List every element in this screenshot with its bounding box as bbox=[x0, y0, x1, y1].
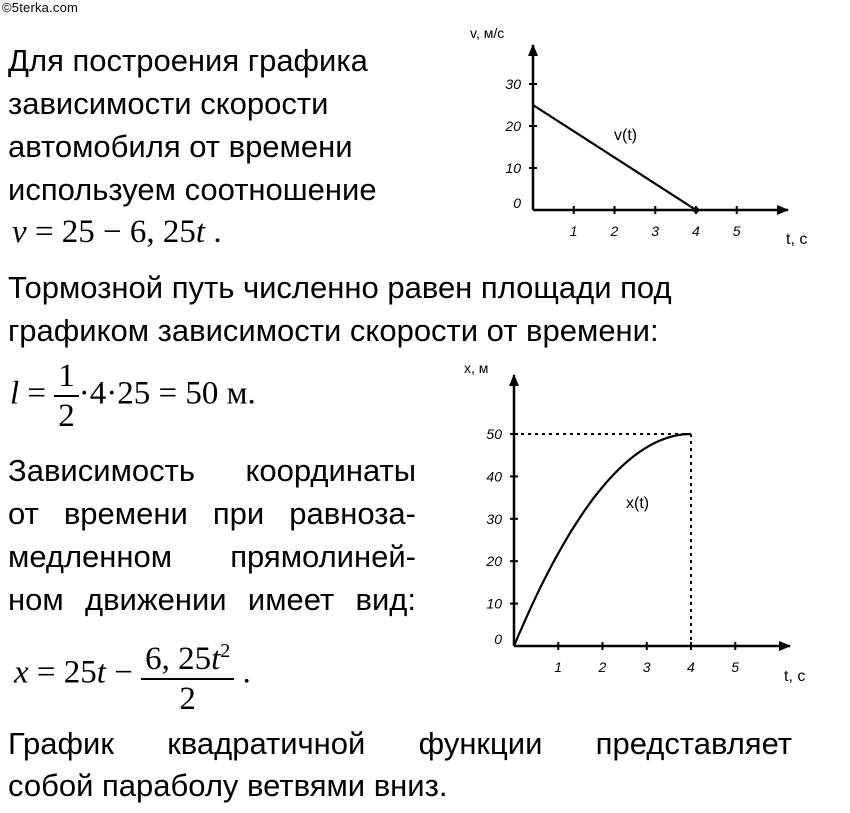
formula-coordinate-tail: . bbox=[234, 654, 251, 691]
coordinate-chart-y-axis-label: x, м bbox=[464, 360, 489, 376]
coordinate-chart-x-tick-3: 3 bbox=[642, 659, 651, 675]
formula-velocity: v = 25 − 6, 25t . bbox=[12, 214, 222, 250]
para1-line-3: автомобиля от времени bbox=[8, 129, 353, 164]
para1-line-4: используем соотношение bbox=[8, 172, 377, 207]
velocity-chart-y-tick-20: 20 bbox=[505, 118, 521, 134]
formula-distance-den: 2 bbox=[58, 398, 75, 434]
velocity-chart-x-tick-4: 4 bbox=[692, 223, 700, 239]
para1-line-2: зависимости скорости bbox=[8, 86, 329, 121]
coordinate-chart-y-tick-50: 50 bbox=[486, 426, 502, 442]
velocity-chart-y-axis-label: v, м/с bbox=[470, 25, 505, 41]
formula-coordinate-var: x bbox=[14, 654, 29, 691]
velocity-chart-y-tick-10: 10 bbox=[505, 160, 521, 176]
formula-velocity-rhs: 25 − 6, 25 bbox=[61, 214, 196, 250]
velocity-chart-series-label-0: v(t) bbox=[614, 127, 638, 144]
para4-line-1: График квадратичной функции представляет bbox=[8, 726, 792, 761]
formula-distance-var: l bbox=[10, 375, 20, 412]
formula-coordinate-num-t: t bbox=[211, 641, 221, 677]
coordinate-chart-y-tick-40: 40 bbox=[486, 468, 502, 485]
velocity-chart-x-tick-2: 2 bbox=[610, 223, 619, 239]
velocity-chart-end-point bbox=[693, 207, 699, 213]
formula-coordinate-num-exp: 2 bbox=[220, 640, 231, 662]
coordinate-chart-y-tick-0: 0 bbox=[494, 631, 502, 647]
formula-coordinate-eq: = 25 bbox=[28, 654, 97, 691]
para3-line-1: Зависимость координаты bbox=[8, 453, 416, 488]
formula-velocity-var: v bbox=[12, 214, 27, 250]
formula-velocity-t: t bbox=[195, 214, 206, 250]
formula-coordinate-num-coef: 6, 25 bbox=[145, 641, 212, 677]
velocity-chart-series-line-0 bbox=[533, 105, 696, 210]
coordinate-chart bbox=[464, 360, 805, 685]
formula-distance-rest: ·4·25 = 50 м. bbox=[78, 375, 256, 412]
para1-line-1: Для построения графика bbox=[8, 43, 368, 78]
coordinate-chart-x-tick-2: 2 bbox=[598, 659, 607, 675]
para3-line-2: от времени при равноза- bbox=[8, 496, 416, 531]
velocity-chart-y-tick-0: 0 bbox=[513, 195, 521, 211]
velocity-chart-y-tick-30: 30 bbox=[505, 76, 521, 92]
watermark: ©5terka.com bbox=[2, 0, 79, 15]
velocity-chart-x-tick-3: 3 bbox=[651, 223, 660, 239]
coordinate-chart-y-tick-10: 10 bbox=[486, 595, 502, 612]
formula-velocity-tail: . bbox=[205, 214, 222, 250]
formula-distance-num: 1 bbox=[54, 357, 79, 397]
formula-coordinate-den: 2 bbox=[179, 681, 196, 717]
velocity-chart-x-tick-5: 5 bbox=[732, 223, 741, 239]
velocity-chart-x-axis-label: t, c bbox=[786, 231, 808, 248]
para3-line-4: ном движении имеет вид: bbox=[8, 582, 416, 617]
para2-line-2: графиком зависимости скорости от времени: bbox=[8, 313, 659, 348]
formula-coordinate-t: t bbox=[96, 654, 106, 691]
coordinate-chart-y-tick-20: 20 bbox=[486, 553, 502, 570]
para4-line-2: собой параболу ветвями вниз. bbox=[8, 768, 448, 803]
formula-distance-eq: = bbox=[19, 375, 55, 412]
coordinate-chart-x-tick-4: 4 bbox=[687, 659, 695, 675]
para3-line-3: медленном прямолиней- bbox=[8, 539, 416, 574]
para2-line-1: Тормозной путь численно равен площади под bbox=[8, 270, 672, 305]
formula-coordinate-minus: − bbox=[105, 654, 142, 691]
velocity-chart bbox=[470, 25, 807, 248]
coordinate-chart-series-line-0 bbox=[514, 434, 691, 646]
coordinate-chart-x-tick-1: 1 bbox=[554, 659, 563, 675]
velocity-chart-x-tick-1: 1 bbox=[569, 223, 578, 239]
coordinate-chart-y-tick-30: 30 bbox=[486, 510, 502, 527]
coordinate-chart-series-label-0: x(t) bbox=[626, 495, 650, 512]
coordinate-chart-x-axis-label: t, c bbox=[784, 668, 806, 685]
coordinate-chart-x-tick-5: 5 bbox=[731, 659, 740, 675]
